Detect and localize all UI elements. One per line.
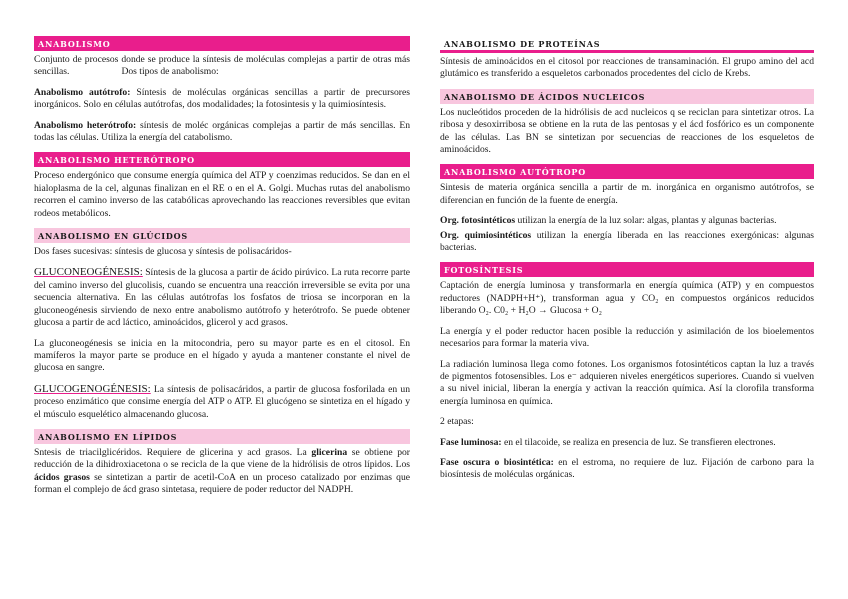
quimiosinteticos-text: Org. quimiosintéticos utilizan la energía liberada en las reacciones exergónicas: algunas bacterias. — [440, 229, 814, 254]
anabolismo-header: ANABOLISMO — [34, 36, 410, 51]
right-column — [440, 36, 814, 490]
anabolismo-autotrofo: Anabolismo autótrofo: Síntesis de moléculas orgánicas sencillas a partir de precursores inorgánicos. Solo en células autótrofas, dos modalidades; la fotosintesis y la quimiosíntesis. — [34, 86, 410, 111]
fotosinteticos-text: Org. fotosintéticos utilizan la energía de la luz solar: algas, plantas y algunas bacterias. — [440, 215, 777, 227]
fotosintesis-text-3: La radiación luminosa llega como fotones. Los organismos fotosintéticos captan la luz a través de pigmentos fotosensibles. Los e⁻ adquieren niveles energéticos superiores. Cuando si vuelven a su nivel inicial, liberan la energía y activan la reacción química. Así la clorofila transforma energía luminosa en química. — [440, 358, 814, 407]
fotosintesis-text-2: La energía y el poder reductor hacen posible la reducción y asimilación de los bioelementos necesarios para formar la materia viva. — [440, 325, 814, 350]
glucogenogenesis-text: GLUCOGENOGÉNESIS: La síntesis de polisacáridos, a partir de glucosa fosforilada en un proceso enzimático que consime energía del ATP o ATP. El glucógeno se sintetiza en el hígado y el músculo esquelético almacenando glucosa. — [34, 382, 410, 420]
fotosintesis-text-1: Captación de energía luminosa y transformarla en energía química (ATP) y en compuestos reductores (NADPH+H⁺), transforman agua y CO₂ en compuestos orgánicos reducidos liberando O₂. C0₂ + H₂O → Glucosa + O₂ — [440, 280, 814, 317]
anabolismo-intro: Conjunto de procesos donde se produce la síntesis de moléculas complejas a partir de otras más sencillas. Dos tipos de anabolismo: — [34, 54, 410, 78]
nucleicos-text: Los nucleótidos proceden de la hidrólisis de acd nucleicos q se reciclan para sintetizar otros. La ribosa y desoxirribosa se obtiene en la ruta de las pentosas y el ácd fosfórico es un componente de las células. Las BN se sintetizan por secuencias de reacciones de los esqueletos de aminoácidos. — [440, 106, 814, 156]
lipidos-header: ANABOLISMO EN LÍPIDOS — [34, 429, 410, 444]
lipidos-text: Sntesis de triacilglicéridos. Requiere de glicerina y acd grasos. La glicerina se obtiene por reducción de la dihidroxiacetona o se recicla de la que viene de la hidrólisis de otros lípidos. Los ácidos grasos se sintetizan a partir de acetil-CoA en un proceso catalizado por enzimas que forman el complejo de ácd graso sintetasa, requiere de poder reductor del NADPH. — [34, 446, 410, 496]
proteinas-header: ANABOLISMO DE PROTEÍNAS — [440, 36, 814, 53]
fotosintesis-etapas: 2 etapas: — [440, 416, 474, 428]
anabolismo-heterotrofo: Anabolismo heterótrofo: síntesis de moléc orgánicas complejas a partir de más sencillas. En todas las células. Utiliza la energía del catabolismo. — [34, 119, 411, 144]
autotropo-text: Sintesis de materia orgánica sencilla a partir de m. inorgánica en organismo autótrofos, se diferencian en función de la fuente de energía. — [440, 182, 814, 206]
glucidos-intro: Dos fases sucesivas: síntesis de glucosa y síntesis de polisacáridos- — [34, 246, 292, 258]
fase-oscura-text: Fase oscura o biosintética: en el estroma, no requiere de luz. Fijación de carbono para la biosíntesis de moléculas orgánicas. — [440, 456, 814, 481]
heterotropo-header: ANABOLISMO HETERÓTROPO — [34, 152, 410, 167]
autotropo-header: ANABOLISMO AUTÓTROPO — [440, 164, 814, 179]
gluconeogenesis-extra: La gluconeogénesis se inicia en la mitocondria, pero su mayor parte es en el citosol. En mamíferos la mayor parte se produce en el hígado y ayuda a mantener constante el nivel de glucosa en sangre. — [34, 337, 410, 374]
proteinas-text: Síntesis de aminoácidos en el citosol por reacciones de transaminación. El grupo amino del acd glutámico es transferido a esqueletos carbonados procedentes del ciclo de Krebs. — [440, 56, 814, 80]
fotosintesis-header: FOTOSÍNTESIS — [440, 262, 814, 277]
fase-luminosa-text: Fase luminosa: en el tilacoide, se realiza en presencia de luz. Se transfieren electrones. — [440, 436, 776, 448]
nucleicos-header: ANABOLISMO DE ÁCIDOS NUCLEICOS — [440, 89, 814, 104]
glucidos-header: ANABOLISMO EN GLÚCIDOS — [34, 228, 410, 243]
left-column — [34, 36, 410, 505]
heterotropo-text: Proceso endergónico que consume energía química del ATP y coenzimas reducidos. Se dan en el hialoplasma de la cel, algunas finalizan en el RE o en el A. Golgi. Muchas rutas del anabolismo recorren el camino inverso de las catabólicas aprovechando las reacciones reversibles que evitan rodeos metabólicos. — [34, 170, 410, 219]
gluconeogenesis-text: GLUCONEOGÉNESIS: Síntesis de la glucosa a partir de ácido pirúvico. La ruta recorre parte del camino inverso del glucolisis, cuando se encuentra una reacción irreversible se evita por una secuencia alternativa. En las células autótrofas los fosfatos de triosa se incorporan en la gluconeogénesis sirviendo de nexo entre anabolismo autótrofo y heterótrofo. Se puede obtener glucosa a partir de acd láctico, aminoácidos, glicerol y acd grasos. — [34, 266, 410, 329]
